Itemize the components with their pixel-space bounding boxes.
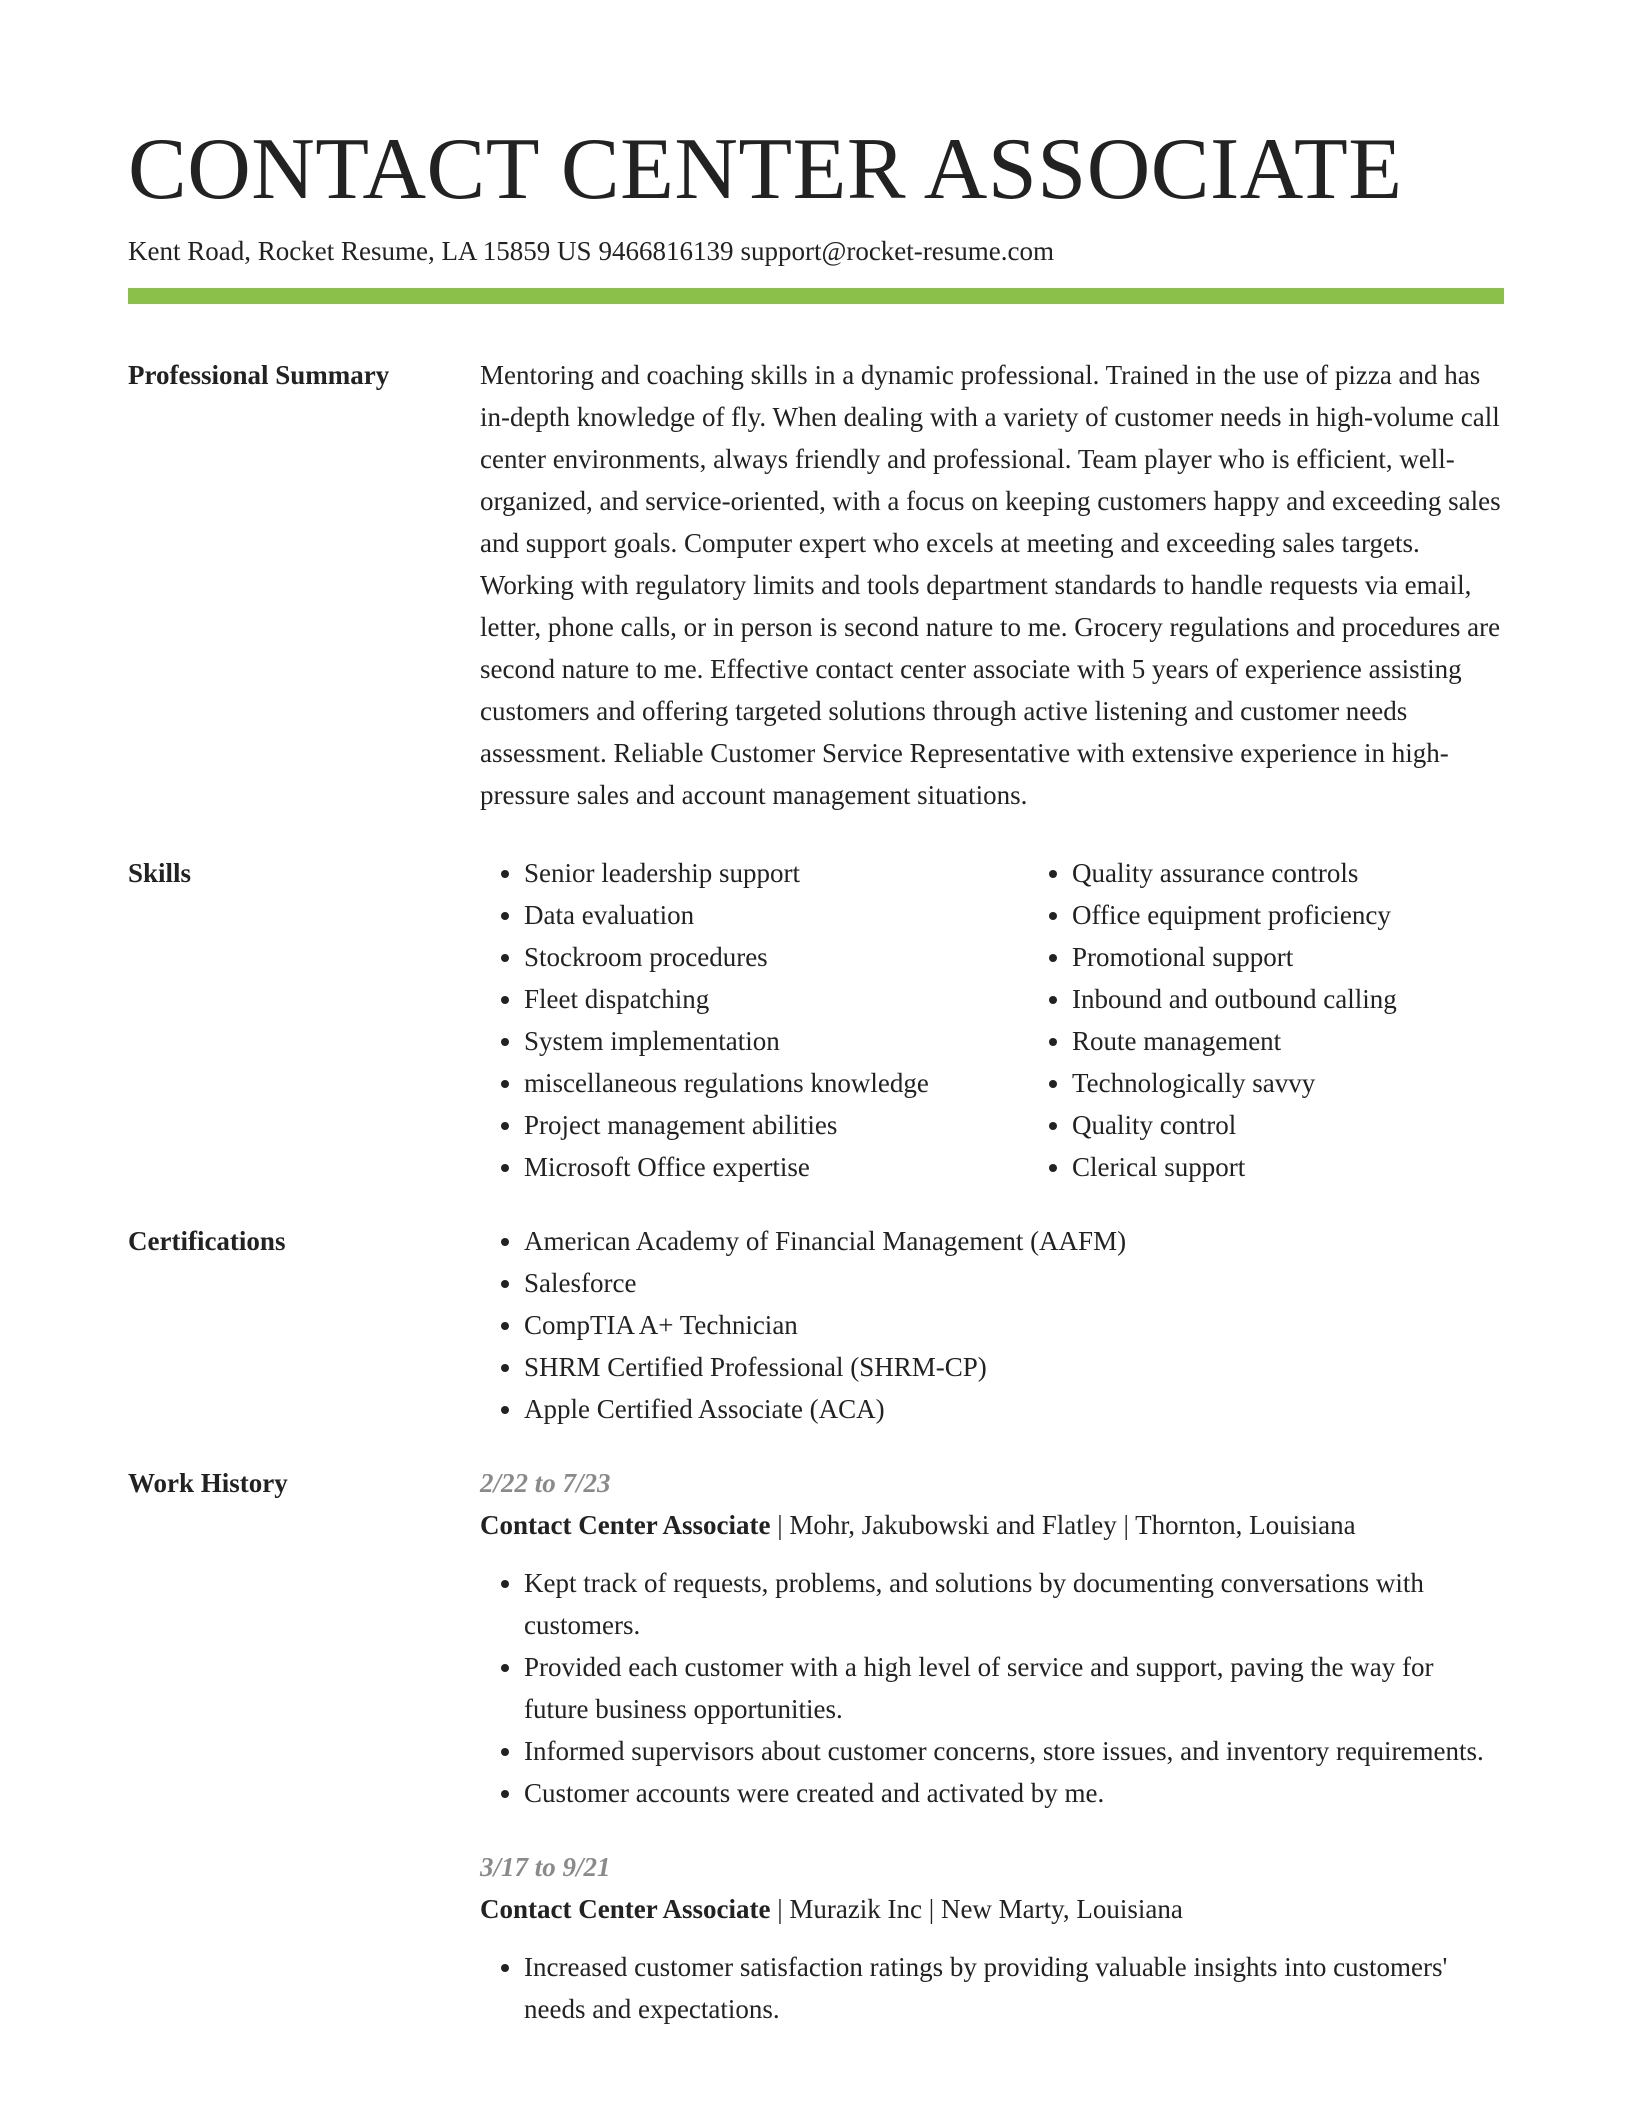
certifications-list [480, 1220, 1504, 1430]
job-bullets [480, 1562, 1504, 1814]
certification-item: • Apple Certified Associate (ACA) [524, 1388, 1504, 1430]
skill-item: • Route management [1072, 1020, 1576, 1062]
skill-item: • Quality assurance controls [1072, 852, 1576, 894]
skill-item: • Stockroom procedures [524, 936, 1028, 978]
job-title: Contact Center Associate [480, 1894, 771, 1924]
resume-title: CONTACT CENTER ASSOCIATE [128, 121, 1403, 218]
skill-item: • Promotional support [1072, 936, 1576, 978]
job-details: | Murazik Inc | New Marty, Louisiana [770, 1894, 1183, 1924]
address: Kent Road, Rocket Resume, LA 15859 US [128, 236, 592, 266]
job-title: Contact Center Associate [480, 1510, 771, 1540]
certification-item: • SHRM Certified Professional (SHRM-CP) [524, 1346, 1504, 1388]
skill-item: • Quality control [1072, 1104, 1576, 1146]
email: support@rocket-resume.com [740, 236, 1054, 266]
skill-item: • Office equipment proficiency [1072, 894, 1576, 936]
skill-item: • Technologically savvy [1072, 1062, 1576, 1104]
certification-item: • CompTIA A+ Technician [524, 1304, 1504, 1346]
job-dates: 2/22 to 7/23 [480, 1468, 611, 1498]
skill-item: • Clerical support [1072, 1146, 1576, 1188]
skill-item: • Inbound and outbound calling [1072, 978, 1576, 1020]
skill-item: • Microsoft Office expertise [524, 1146, 1028, 1188]
job-bullets [480, 1946, 1504, 2030]
job-bullet: • Customer accounts were created and activated by me. [524, 1772, 1504, 1814]
job-title-line [480, 1504, 1504, 1546]
skills-list-right [1028, 852, 1576, 1188]
summary-text: Mentoring and coaching skills in a dynamic professional. Trained in the use of pizza and has in-depth knowledge of fly. When dealing with a variety of customer needs in high-volume call center environments, always friendly and professional. Team player who is efficient, well-organized, and service-oriented, with a focus on keeping customers happy and exceeding sales and support goals. Computer expert who excels at meeting and exceeding sales targets. Working with regulatory limits and tools department standards to handle requests via email, letter, phone calls, or in person is second nature to me. Grocery regulations and procedures are second nature to me. Effective contact center associate with 5 years of experience assisting customers and offering targeted solutions through active listening and customer needs assessment. Reliable Customer Service Representative with extensive experience in high-pressure sales and account management situations. [480, 360, 1501, 810]
section-label-skills: Skills [128, 858, 192, 888]
skill-item: • Senior leadership support [524, 852, 1028, 894]
job-bullet: • Informed supervisors about customer concerns, store issues, and inventory requirements. [524, 1730, 1504, 1772]
contact-line [128, 234, 1504, 268]
job-entry [480, 1846, 1504, 2030]
skill-item: • Fleet dispatching [524, 978, 1028, 1020]
job-details: | Mohr, Jakubowski and Flatley | Thornton, Louisiana [770, 1510, 1356, 1540]
skill-item: • Data evaluation [524, 894, 1028, 936]
job-bullet: • Kept track of requests, problems, and solutions by documenting conversations with customers. [524, 1562, 1504, 1646]
accent-divider [128, 288, 1504, 304]
job-dates: 3/17 to 9/21 [480, 1852, 611, 1882]
phone: 9466816139 [598, 236, 734, 266]
job-entry [480, 1462, 1504, 1814]
certifications-section [128, 1220, 1504, 1430]
skill-item: • Project management abilities [524, 1104, 1028, 1146]
skill-item: • miscellaneous regulations knowledge [524, 1062, 1028, 1104]
section-label-summary: Professional Summary [128, 360, 390, 390]
section-label-work-history: Work History [128, 1468, 288, 1498]
skills-list-left [480, 852, 1028, 1188]
job-title-line [480, 1888, 1504, 1930]
job-bullet: • Provided each customer with a high level of service and support, paving the way for future business opportunities. [524, 1646, 1504, 1730]
certification-item: • American Academy of Financial Management (AAFM) [524, 1220, 1504, 1262]
summary-section [128, 354, 1504, 816]
skills-section [128, 852, 1504, 1188]
certification-item: • Salesforce [524, 1262, 1504, 1304]
section-label-certifications: Certifications [128, 1226, 286, 1256]
job-bullet: • Increased customer satisfaction ratings by providing valuable insights into customers' needs and expectations. [524, 1946, 1504, 2030]
skill-item: • System implementation [524, 1020, 1028, 1062]
work-history-section [128, 1462, 1504, 2030]
